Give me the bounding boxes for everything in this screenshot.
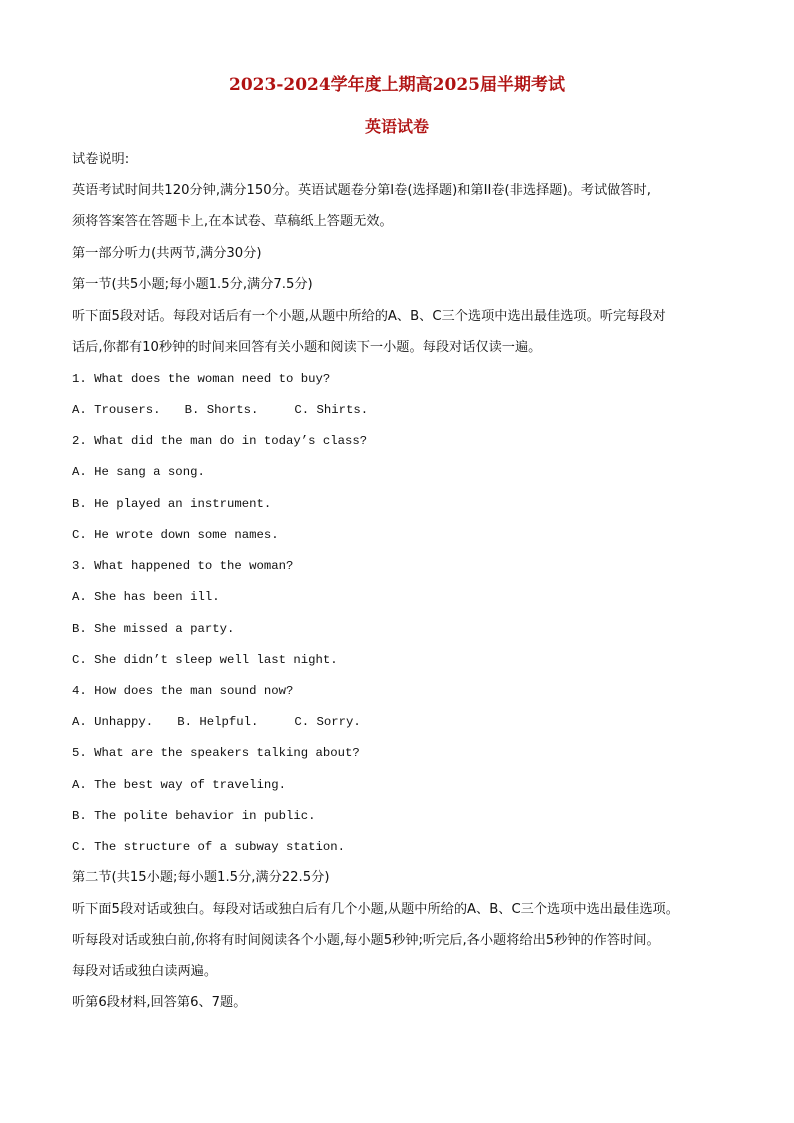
part1-title: 第一部分听力(共两节,满分30分): [72, 246, 262, 261]
exam-title: 2023-2024学年度上期高2025届半期考试: [229, 75, 565, 95]
question-3: 3. What happened to the woman?: [72, 559, 294, 573]
question-4-options: [72, 712, 361, 732]
question-5-option-c: C. The structure of a subway station.: [72, 840, 346, 854]
instructions-line-1: 英语考试时间共120分钟,满分150分。英语试题卷分第I卷(选择题)和第II卷(非选择题)。考试做答时,: [72, 183, 651, 198]
question-1-option-c: C. Shirts.: [294, 403, 369, 417]
instructions-line-2: 须将答案答在答题卡上,在本试卷、草稿纸上答题无效。: [72, 214, 393, 229]
section1-instructions-line-2: 话后,你都有10秒钟的时间来回答有关小题和阅读下一小题。每段对话仅读一遍。: [72, 340, 542, 355]
question-4: 4. How does the man sound now?: [72, 684, 294, 698]
section2-instructions-line-3: 每段对话或独白读两遍。: [72, 964, 218, 979]
question-2-option-b: B. He played an instrument.: [72, 497, 272, 511]
section2-instructions-line-1: 听下面5段对话或独白。每段对话或独白后有几个小题,从题中所给的A、B、C三个选项中选出最佳选项。: [72, 902, 679, 917]
question-2-option-c: C. He wrote down some names.: [72, 528, 279, 542]
question-5-option-b: B. The polite behavior in public.: [72, 809, 316, 823]
section1-title: 第一节(共5小题;每小题1.5分,满分7.5分): [72, 277, 313, 292]
question-4-option-b: B. Helpful.: [177, 715, 259, 729]
question-2-option-a: A. He sang a song.: [72, 465, 205, 479]
question-5-option-a: A. The best way of traveling.: [72, 778, 287, 792]
question-1-options: [72, 400, 368, 420]
section1-instructions-line-1: 听下面5段对话。每段对话后有一个小题,从题中所给的A、B、C三个选项中选出最佳选项。听完每段对: [72, 309, 666, 324]
exam-subtitle: 英语试卷: [364, 117, 429, 136]
question-5: 5. What are the speakers talking about?: [72, 746, 360, 760]
material-6-prompt: 听第6段材料,回答第6、7题。: [72, 995, 247, 1010]
question-1-option-a: A. Trousers.: [72, 403, 161, 417]
question-1-option-b: B. Shorts.: [184, 403, 259, 417]
question-3-option-a: A. She has been ill.: [72, 590, 220, 604]
section2-title: 第二节(共15小题;每小题1.5分,满分22.5分): [72, 870, 330, 885]
question-4-option-a: A. Unhappy.: [72, 715, 154, 729]
question-3-option-b: B. She missed a party.: [72, 622, 235, 636]
section2-instructions-line-2: 听每段对话或独白前,你将有时间阅读各个小题,每小题5秒钟;听完后,各小题将给出5秒钟的作答时间。: [72, 933, 660, 948]
question-2: 2. What did the man do in today’s class?: [72, 434, 368, 448]
question-4-option-c: C. Sorry.: [294, 715, 361, 729]
question-3-option-c: C. She didn’t sleep well last night.: [72, 653, 338, 667]
instructions-label: 试卷说明:: [72, 152, 130, 167]
question-1: 1. What does the woman need to buy?: [72, 372, 331, 386]
